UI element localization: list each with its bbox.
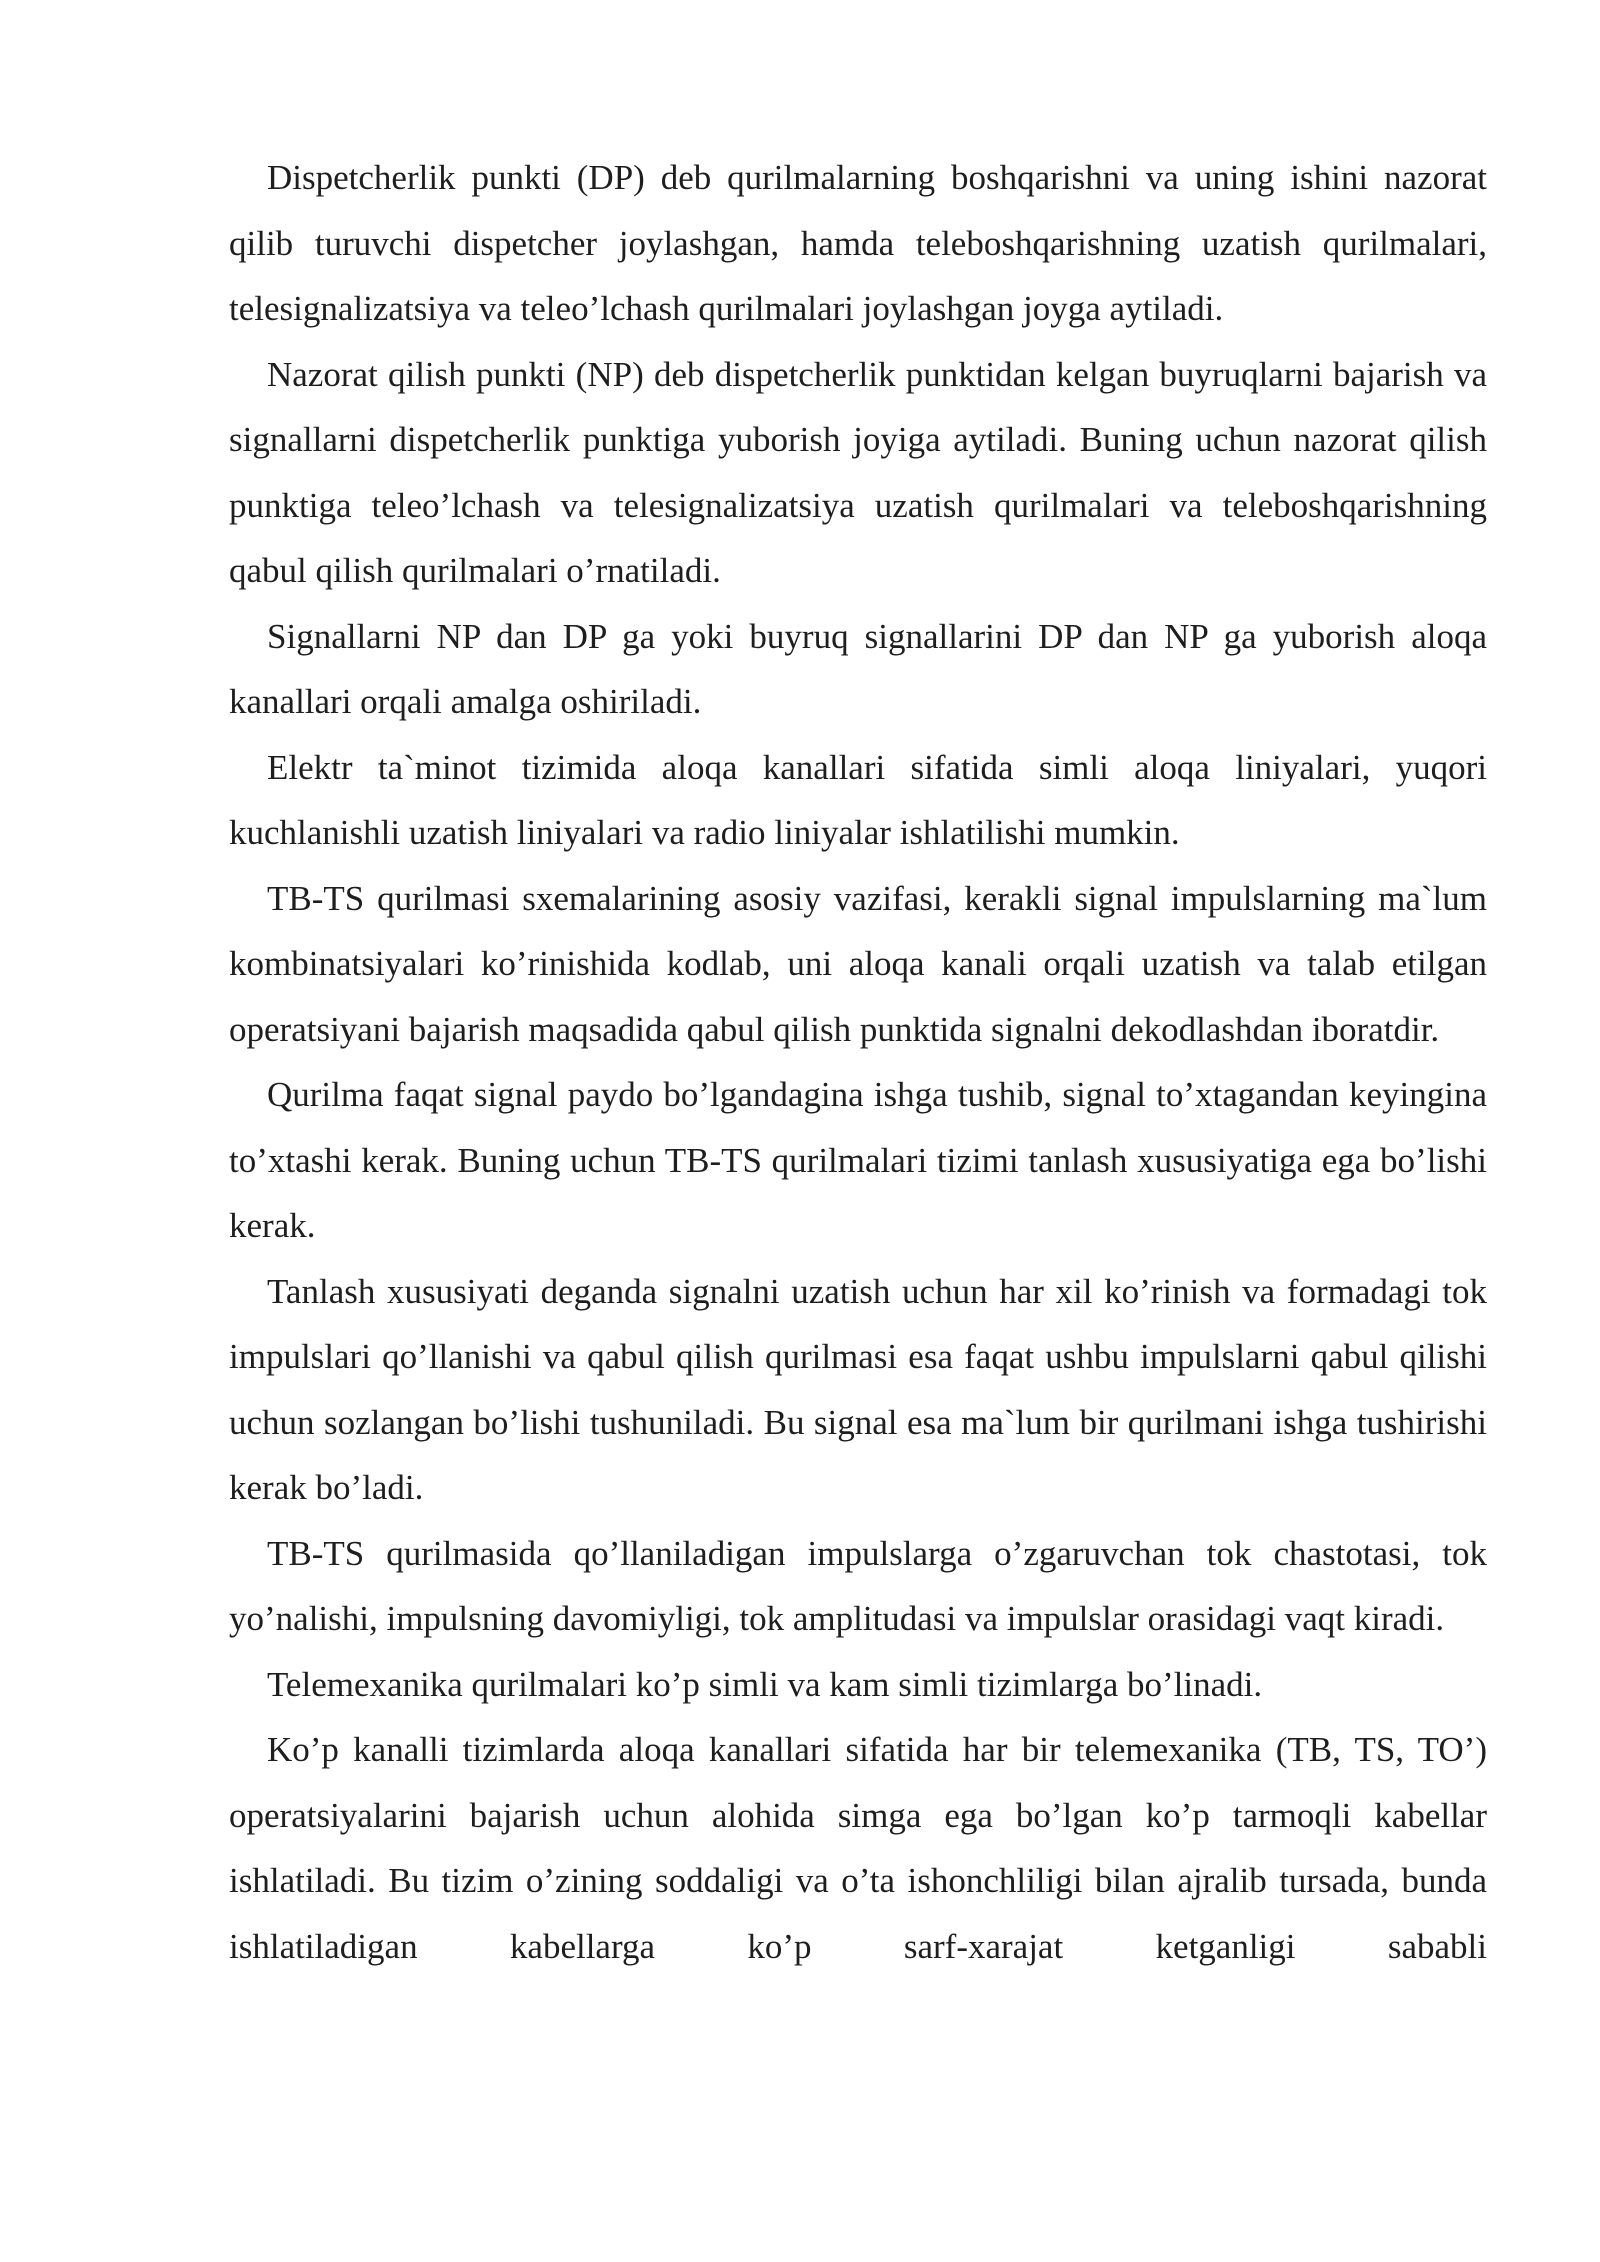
paragraph-signallar-yuborish: Signallarni NP dan DP ga yoki buyruq signallarini DP dan NP ga yuborish aloqa kanallari orqali amalga oshiriladi. (229, 616, 1487, 721)
paragraph-nazorat-qilish-punkti: Nazorat qilish punkti (NP) deb dispetcherlik punktidan kelgan buyruqlarni bajarish va signallarni dispetcherlik punktiga yuborish joyiga aytiladi. Buning uchun nazorat qilish punktiga teleo’lchash va telesignalizatsiya uzatish qurilmalari va teleboshqarishning qabul qilish qurilmalari o’rnatiladi. (229, 354, 1487, 590)
paragraph-aloqa-kanallari: Elektr ta`minot tizimida aloqa kanallari sifatida simli aloqa liniyalari, yuqori kuchlanishli uzatish liniyalari va radio liniyalar ishlatilishi mumkin. (229, 747, 1487, 852)
paragraph-impulslar: TB-TS qurilmasida qo’llaniladigan impulslarga o’zgaruvchan tok chastotasi, tok yo’nalishi, impulsning davomiyligi, tok amplitudasi va impulslar orasidagi vaqt kiradi. (229, 1533, 1487, 1638)
paragraph-tbts-vazifasi: TB-TS qurilmasi sxemalarining asosiy vazifasi, kerakli signal impulslarning ma`lum kombinatsiyalari ko’rinishida kodlab, uni aloqa kanali orqali uzatish va talab etilgan operatsiyani bajarish maqsadida qabul qilish punktida signalni dekodlashdan iboratdir. (229, 878, 1487, 1049)
paragraph-tanlash-xususiyati: Tanlash xususiyati deganda signalni uzatish uchun har xil ko’rinish va formadagi tok impulslari qo’llanishi va qabul qilish qurilmasi esa faqat ushbu impulslarni qabul qilishi uchun sozlangan bo’lishi tushuniladi. Bu signal esa ma`lum bir qurilmani ishga tushirishi kerak bo’ladi. (229, 1271, 1487, 1507)
paragraph-kop-kanalli-tizimlar: Ko’p kanalli tizimlarda aloqa kanallari sifatida har bir telemexanika (TB, TS, TO’) operatsiyalarini bajarish uchun alohida simga ega bo’lgan ko’p tarmoqli kabellar ishlatiladi. Bu tizim o’zining soddaligi va o’ta ishonchliligi bilan ajralib tursada, bunda ishlatiladigan kabellarga ko’p sarf-xarajat ketganligi sababli (229, 1730, 1487, 1966)
paragraph-dispetcherlik-punkti: Dispetcherlik punkti (DP) deb qurilmalarning boshqarishni va uning ishini nazorat qilib turuvchi dispetcher joylashgan, hamda teleboshqarishning uzatish qurilmalari, telesignalizatsiya va teleo’lchash qurilmalari joylashgan joyga aytiladi. (229, 158, 1487, 328)
paragraph-qurilma-ishlashi: Qurilma faqat signal paydo bo’lgandagina ishga tushib, signal to’xtagandan keyingina to’xtashi kerak. Buning uchun TB-TS qurilmalari tizimi tanlash xususiyatiga ega bo’lishi kerak. (229, 1075, 1487, 1245)
document-body (229, 145, 1487, 1979)
paragraph-telemexanika-turlari: Telemexanika qurilmalari ko’p simli va kam simli tizimlarga bo’linadi. (267, 1664, 1263, 1704)
